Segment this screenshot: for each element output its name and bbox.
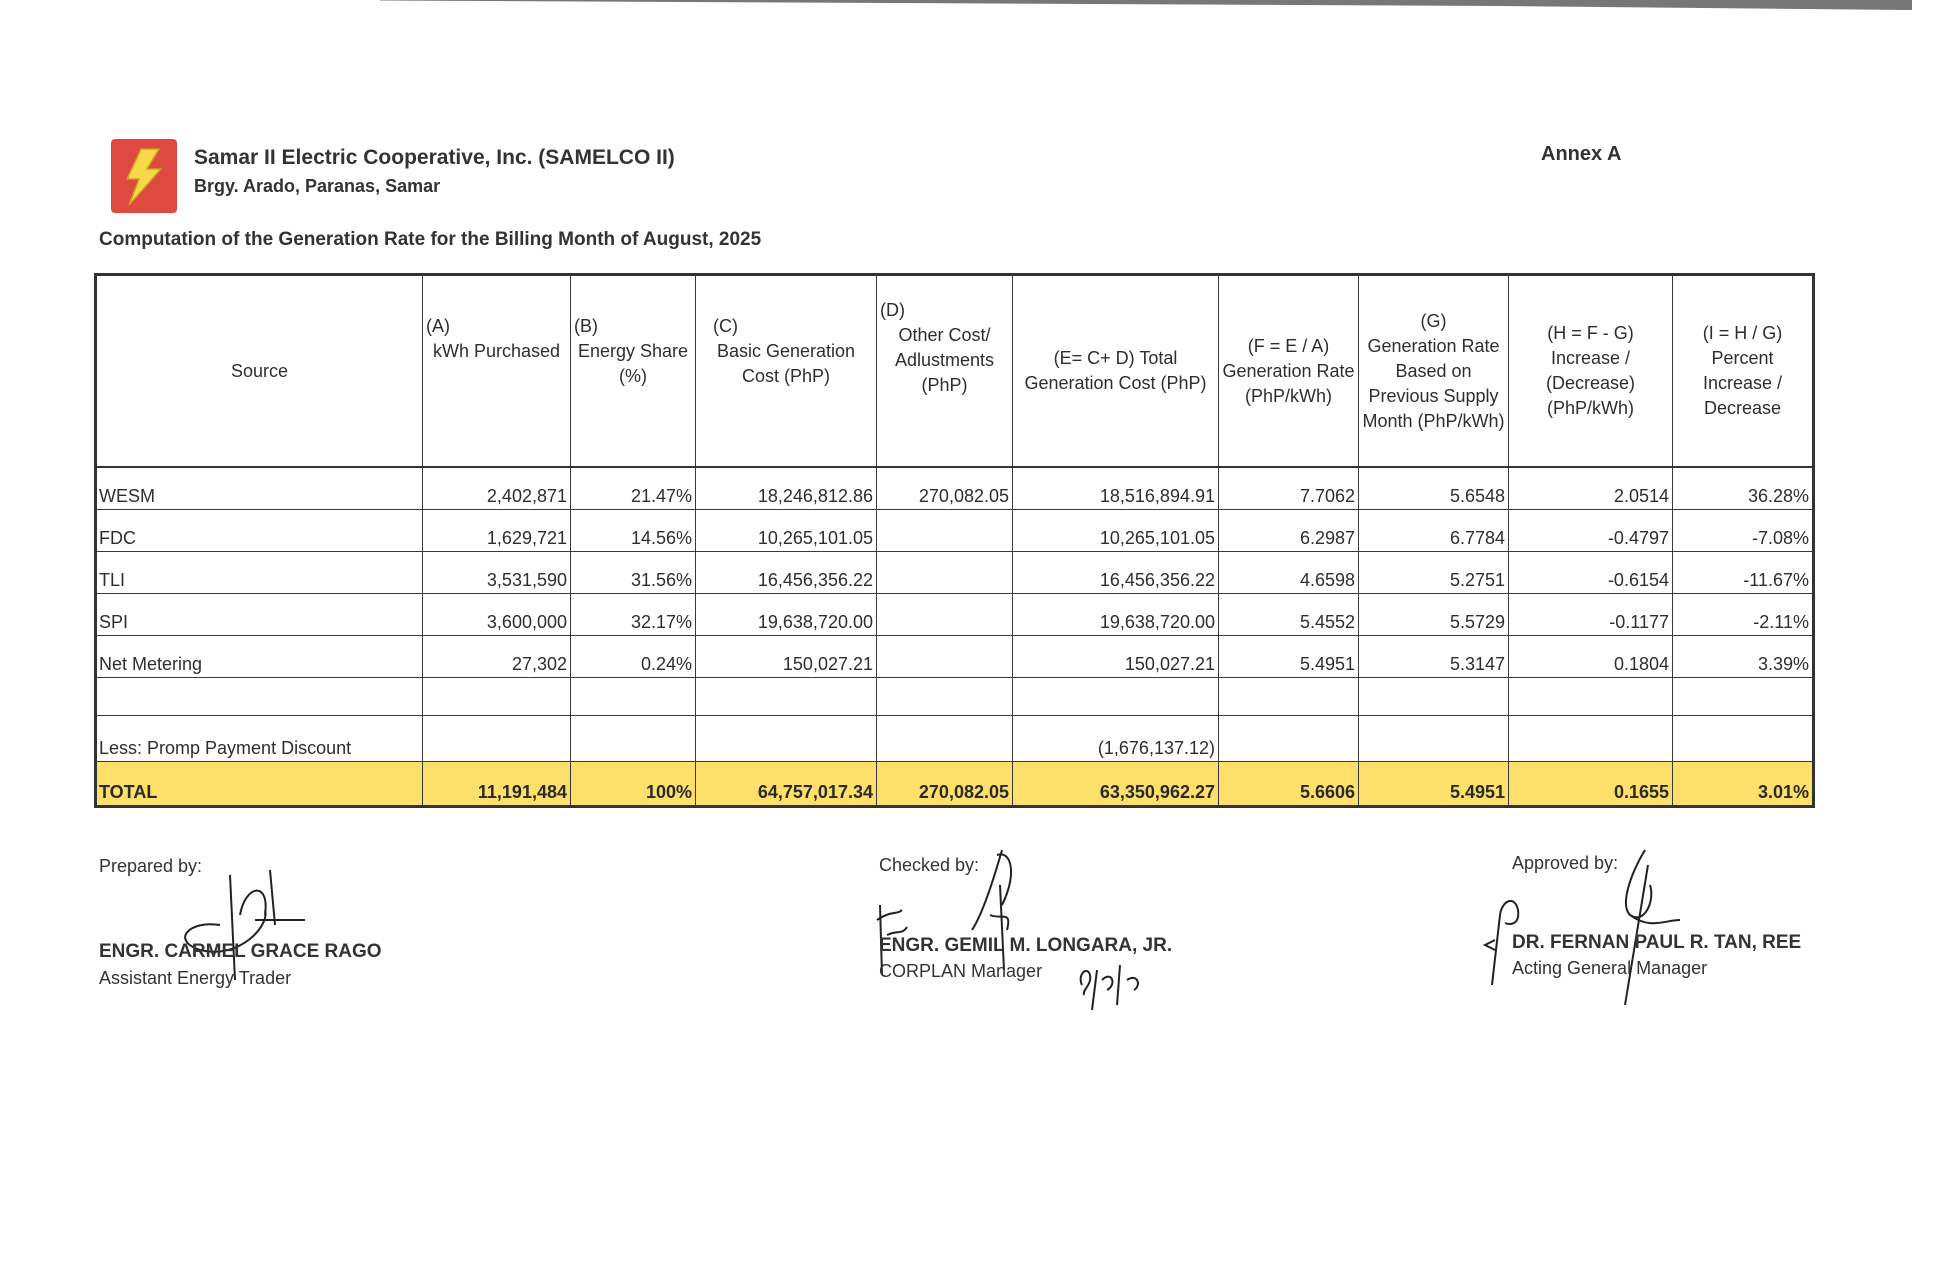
- approved-by-role: Acting General Manager: [1512, 958, 1708, 978]
- cell-prev-rate: 5.5729: [1359, 594, 1509, 636]
- header-source: Source: [96, 275, 423, 468]
- cell-basic-cost: 16,456,356.22: [696, 552, 877, 594]
- cell-total-cost: 150,027.21: [1013, 636, 1219, 678]
- total-percent: 3.01%: [1673, 762, 1814, 807]
- cell-source: WESM: [96, 467, 423, 510]
- table-row: [96, 594, 1814, 636]
- cell-kwh: 1,629,721: [423, 510, 571, 552]
- annex-label: Annex A: [1541, 143, 1622, 165]
- generation-rate-table: [94, 273, 1815, 808]
- cell-prev-rate: 5.3147: [1359, 636, 1509, 678]
- cell-prev-rate: 5.2751: [1359, 552, 1509, 594]
- cell-other-cost: [877, 594, 1013, 636]
- checked-by-name: ENGR. GEMIL M. LONGARA, JR.: [879, 935, 1173, 956]
- cell-increase: -0.1177: [1509, 594, 1673, 636]
- total-kwh: 11,191,484: [423, 762, 571, 807]
- signature-checked: [872, 845, 1172, 1015]
- table-header-row: [96, 275, 1814, 468]
- cell-total-cost: 10,265,101.05: [1013, 510, 1219, 552]
- cell-gen-rate: 7.7062: [1219, 467, 1359, 510]
- cell-other-cost: [877, 552, 1013, 594]
- cell-gen-rate: 4.6598: [1219, 552, 1359, 594]
- cell-share: 31.56%: [571, 552, 696, 594]
- header-increase-decrease: (H = F - G) Increase / (Decrease) (PhP/kWh): [1509, 275, 1673, 468]
- total-prev-rate: 5.4951: [1359, 762, 1509, 807]
- discount-label: Less: Promp Payment Discount: [96, 716, 423, 762]
- prepared-by-role: Assistant Energy Trader: [99, 968, 292, 988]
- header-generation-rate: (F = E / A) Generation Rate (PhP/kWh): [1219, 275, 1359, 468]
- cell-gen-rate: 5.4552: [1219, 594, 1359, 636]
- table-row-total: [96, 762, 1814, 807]
- header-basic-generation-cost: (C) Basic Generation Cost (PhP): [696, 275, 877, 468]
- samelco-logo: [111, 139, 177, 213]
- header-kwh-purchased: (A) kWh Purchased: [423, 275, 571, 468]
- table-row: [96, 552, 1814, 594]
- cell-source: SPI: [96, 594, 423, 636]
- organization-name: Samar II Electric Cooperative, Inc. (SAMELCO II): [194, 146, 675, 169]
- cell-prev-rate: 6.7784: [1359, 510, 1509, 552]
- lightning-bolt-icon: [111, 139, 177, 213]
- header-previous-rate: (G) Generation Rate Based on Previous Supply Month (PhP/kWh): [1359, 275, 1509, 468]
- cell-share: 0.24%: [571, 636, 696, 678]
- cell-share: 14.56%: [571, 510, 696, 552]
- cell-increase: 2.0514: [1509, 467, 1673, 510]
- total-total-cost: 63,350,962.27: [1013, 762, 1219, 807]
- cell-kwh: 27,302: [423, 636, 571, 678]
- cell-other-cost: [877, 636, 1013, 678]
- header-total-generation-cost: (E= C+ D) Total Generation Cost (PhP): [1013, 275, 1219, 468]
- cell-other-cost: 270,082.05: [877, 467, 1013, 510]
- total-gen-rate: 5.6606: [1219, 762, 1359, 807]
- cell-share: 21.47%: [571, 467, 696, 510]
- cell-percent: -7.08%: [1673, 510, 1814, 552]
- cell-prev-rate: 5.6548: [1359, 467, 1509, 510]
- cell-basic-cost: 18,246,812.86: [696, 467, 877, 510]
- cell-kwh: 2,402,871: [423, 467, 571, 510]
- table-row: [96, 636, 1814, 678]
- cell-kwh: 3,531,590: [423, 552, 571, 594]
- cell-percent: 3.39%: [1673, 636, 1814, 678]
- table-row-prompt-payment-discount: [96, 716, 1814, 762]
- approved-by-name: DR. FERNAN PAUL R. TAN, REE: [1512, 932, 1802, 953]
- document-title: Computation of the Generation Rate for the Billing Month of August, 2025: [99, 229, 762, 250]
- cell-kwh: 3,600,000: [423, 594, 571, 636]
- total-basic-cost: 64,757,017.34: [696, 762, 877, 807]
- signature-approved: [1480, 845, 1700, 1015]
- cell-total-cost: 19,638,720.00: [1013, 594, 1219, 636]
- cell-increase: -0.4797: [1509, 510, 1673, 552]
- cell-basic-cost: 150,027.21: [696, 636, 877, 678]
- cell-source: FDC: [96, 510, 423, 552]
- total-other-cost: 270,082.05: [877, 762, 1013, 807]
- cell-share: 32.17%: [571, 594, 696, 636]
- scan-edge-artifact: [0, 0, 1912, 10]
- cell-increase: 0.1804: [1509, 636, 1673, 678]
- cell-percent: -2.11%: [1673, 594, 1814, 636]
- table-row: [96, 467, 1814, 510]
- table-row: [96, 510, 1814, 552]
- organization-address: Brgy. Arado, Paranas, Samar: [194, 176, 441, 196]
- cell-basic-cost: 10,265,101.05: [696, 510, 877, 552]
- cell-total-cost: 18,516,894.91: [1013, 467, 1219, 510]
- cell-source: Net Metering: [96, 636, 423, 678]
- header-other-cost: (D) Other Cost/ Adlustments (PhP): [877, 275, 1013, 468]
- cell-increase: -0.6154: [1509, 552, 1673, 594]
- cell-source: TLI: [96, 552, 423, 594]
- total-label: TOTAL: [96, 762, 423, 807]
- signature-prepared: [160, 865, 330, 985]
- prepared-by-label: Prepared by:: [99, 856, 203, 876]
- cell-basic-cost: 19,638,720.00: [696, 594, 877, 636]
- cell-percent: -11.67%: [1673, 552, 1814, 594]
- table-row-blank: [96, 678, 1814, 716]
- header-energy-share: (B) Energy Share (%): [571, 275, 696, 468]
- approved-by-label: Approved by:: [1512, 853, 1619, 873]
- checked-by-label: Checked by:: [879, 855, 980, 875]
- cell-other-cost: [877, 510, 1013, 552]
- checked-by-role: CORPLAN Manager: [879, 961, 1043, 981]
- cell-gen-rate: 6.2987: [1219, 510, 1359, 552]
- cell-percent: 36.28%: [1673, 467, 1814, 510]
- total-share: 100%: [571, 762, 696, 807]
- cell-total-cost: 16,456,356.22: [1013, 552, 1219, 594]
- total-increase: 0.1655: [1509, 762, 1673, 807]
- discount-total-cost: (1,676,137.12): [1013, 716, 1219, 762]
- header-percent-change: (I = H / G) Percent Increase / Decrease: [1673, 275, 1814, 468]
- cell-gen-rate: 5.4951: [1219, 636, 1359, 678]
- prepared-by-name: ENGR. CARMEL GRACE RAGO: [99, 941, 382, 962]
